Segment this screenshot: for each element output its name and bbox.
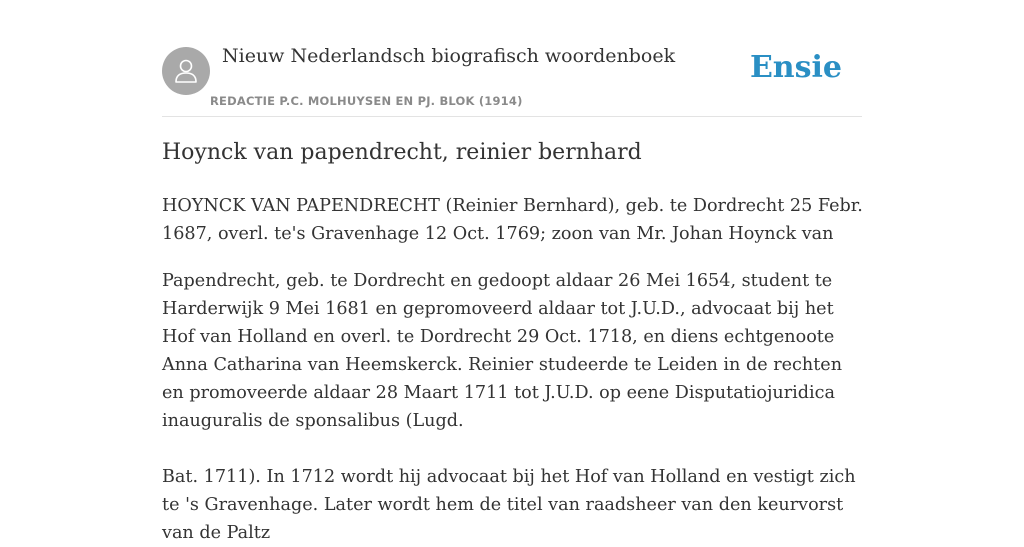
- entry-title: Hoynck van papendrecht, reinier bernhard: [162, 140, 642, 165]
- user-icon: [171, 56, 201, 86]
- author-avatar[interactable]: [162, 47, 210, 95]
- entry-paragraph: Papendrecht, geb. te Dordrecht en gedoopt aldaar 26 Mei 1654, student te Harderwijk 9 Mei 1681 en gepromoveerd aldaar tot J.U.D., advocaat bij het Hof van Holland en overl. te Dordrecht 29 Oct. 1718, en diens echtgenoote Anna Catharina van Heemskerck. Reinier studeerde te Leiden in de rechten en promoveerde aldaar 28 Maart 1711 tot J.U.D. op eene Disputatiojuridica inauguralis de sponsalibus (Lugd.: [162, 271, 843, 431]
- entry-paragraph: HOYNCK VAN PAPENDRECHT (Reinier Bernhard), geb. te Dordrecht 25 Febr. 1687, overl. te's Gravenhage 12 Oct. 1769; zoon van Mr. Johan Hoynck van: [162, 196, 863, 244]
- entry-paragraph: Bat. 1711). In 1712 wordt hij advocaat bij het Hof van Holland en vestigt zich te 's Gravenhage. Later wordt hem de titel van raadsheer van den keurvorst van de Paltz: [162, 467, 856, 543]
- article: [162, 0, 863, 543]
- book-header: [162, 0, 862, 117]
- ensie-logo-link[interactable]: Ensie: [749, 50, 842, 85]
- book-editors: REDACTIE P.C. MOLHUYSEN EN PJ. BLOK (1914): [210, 94, 523, 108]
- book-title[interactable]: Nieuw Nederlandsch biografisch woordenboek: [222, 45, 676, 67]
